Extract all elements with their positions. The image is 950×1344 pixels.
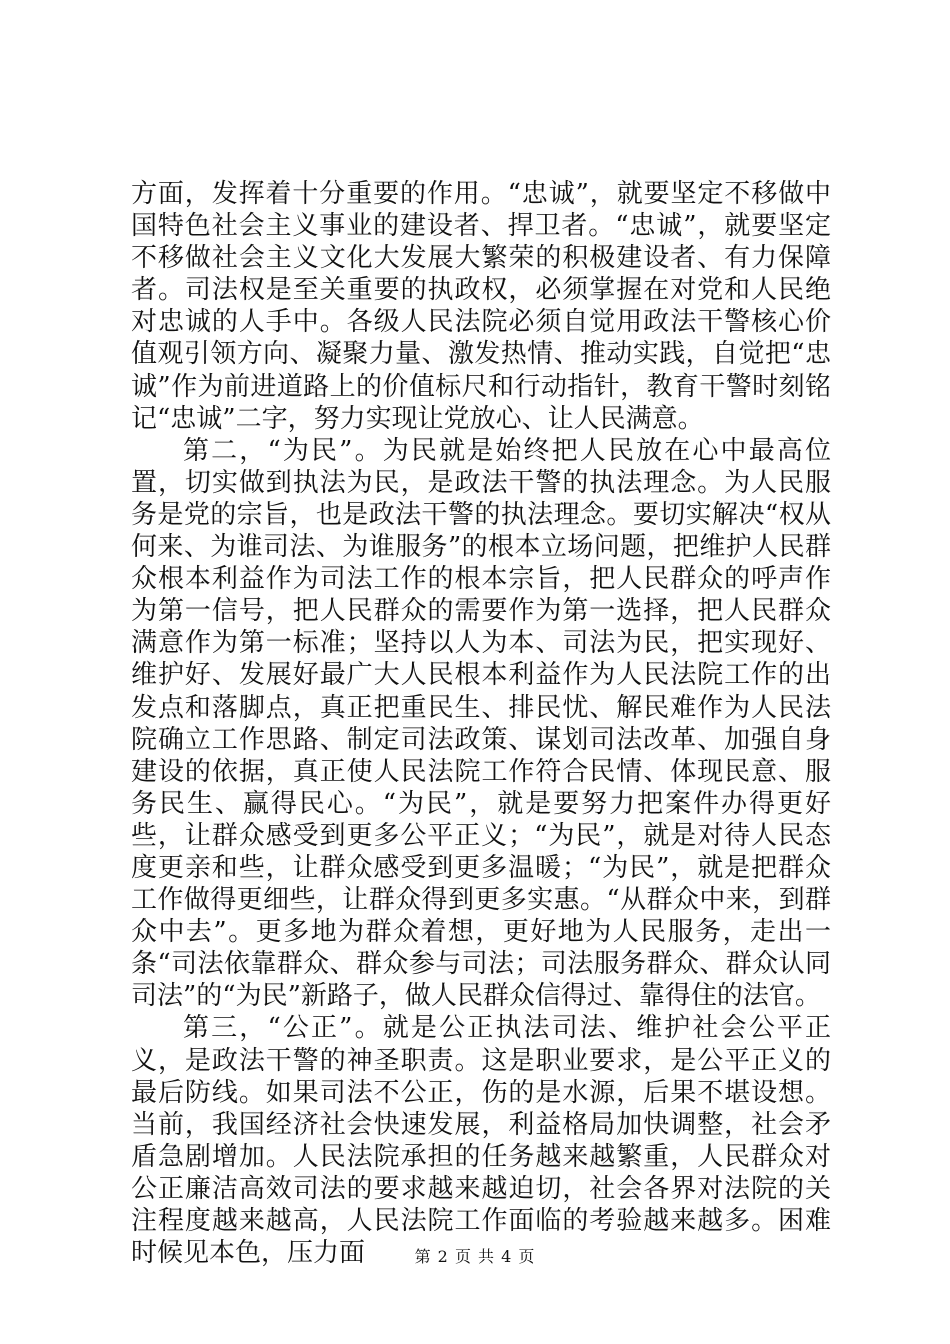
paragraph-serve-people: 第二，“为民”。为民就是始终把人民放在心中最高位置，切实做到执法为民，是政法干警的执法理念。为人民服务是党的宗旨，也是政法干警的执法理念。要切实解决“权从何来、为谁司法、为谁服务”的根本立场问题，把维护人民群众根本利益作为司法工作的根本宗旨，把人民群众的呼声作为第一信号，把人民群众的需要作为第一选择，把人民群众满意作为第一标准；坚持以人为本、司法为民，把实现好、维护好、发展好最广大人民根本利益作为人民法院工作的出发点和落脚点，真正把重民生、排民忧、解民难作为人民法院确立工作思路、制定司法政策、谋划司法改革、加强自身建设的依据，真正使人民法院工作符合民情、体现民意、服务民生、赢得民心。“为民”，就是要努力把案件办得更好些，让群众感受到更多公平正义；“为民”，就是对待人民态度更亲和些，让群众感受到更多温暖；“为民”，就是把群众工作做得更细些，让群众得到更多实惠。“从群众中来，到群众中去”。更多地为群众着想，更好地为人民服务，走出一条“司法依靠群众、群众参与司法；司法服务群众、群众认同司法”的“为民”新路子，做人民群众信得过、靠得住的法官。 [131, 435, 831, 1012]
paragraph-justice: 第三，“公正”。就是公正执法司法、维护社会公平正义，是政法干警的神圣职责。这是职业要求，是公平正义的最后防线。如果司法不公正，伤的是水源，后果不堪设想。当前，我国经济社会快速发展，利益格局加快调整，社会矛盾急剧增加。人民法院承担的任务越来越繁重，人民群众对公正廉洁高效司法的要求越来越迫切，社会各界对法院的关注程度越来越高，人民法院工作面临的考验越来越多。困难时候见本色，压力面 [131, 1013, 831, 1269]
document-body [131, 178, 831, 1269]
page-footer: 第 2 页 共 4 页 [414, 1247, 536, 1266]
paragraph-loyalty-continued: 方面，发挥着十分重要的作用。“忠诚”，就要坚定不移做中国特色社会主义事业的建设者、捍卫者。“忠诚”，就要坚定不移做社会主义文化大发展大繁荣的积极建设者、有力保障者。司法权是至关重要的执政权，必须掌握在对党和人民绝对忠诚的人手中。各级人民法院必须自觉用政法干警核心价值观引领方向、凝聚力量、激发热情、推动实践，自觉把“忠诚”作为前进道路上的价值标尺和行动指针，教育干警时刻铭记“忠诚”二字，努力实现让党放心、让人民满意。 [131, 179, 831, 434]
